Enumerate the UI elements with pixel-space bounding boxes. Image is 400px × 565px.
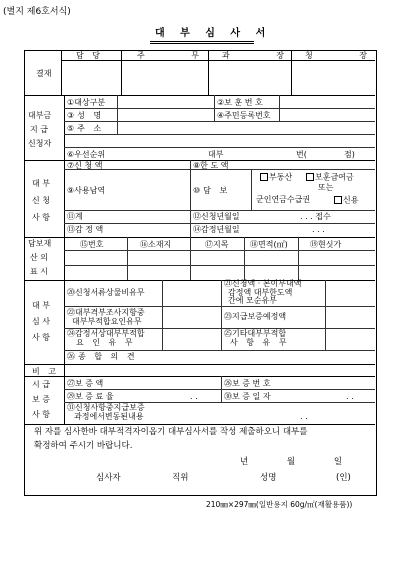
field-other-2: 사 항 유 무 — [230, 338, 290, 347]
request-label-2: 신 청 — [32, 196, 50, 205]
field-purpose: ⑨사용남역 — [67, 186, 106, 195]
title-underline-2 — [150, 43, 254, 44]
approval-col-director: 청 장 — [305, 51, 389, 60]
position-label: 직위 — [172, 473, 189, 483]
opt-real-estate[interactable] — [260, 173, 292, 182]
form-title: 대 부 심 사 서 — [155, 28, 272, 39]
review-label-1: 대 부 — [32, 301, 50, 310]
col-land-type: ⑰지목 — [205, 240, 229, 249]
field-guarantee-no: ㉘보 증 번 호 — [224, 379, 271, 388]
approval-col-chief: 주 무 — [137, 51, 221, 60]
collateral-label-1: 담보재 — [28, 239, 52, 248]
guarantee-label-1: 시 급 — [32, 380, 50, 389]
field-other-1: ㉕기타대부부적합 — [224, 329, 287, 338]
seal-label: (인) — [336, 473, 351, 483]
field-apply-date: ⑫신청년월일 — [193, 212, 240, 221]
field-pension-no: ②보 훈 번 호 — [217, 98, 263, 107]
field-memo-1: ㉑신청액 · 본이부대액 — [224, 279, 302, 288]
field-limit: ⑧한 도 액 — [193, 161, 229, 170]
field-fee: ㉙보 증 료 율 — [67, 392, 114, 401]
opt-pension[interactable] — [306, 173, 354, 182]
field-request-dots: . . — [300, 412, 308, 421]
request-label-1: 대 부 — [32, 179, 50, 188]
title-underline — [150, 41, 254, 42]
field-request-2: 과정에서변동된내용 — [74, 412, 144, 421]
field-memo-2: 감정액 대부한도액 — [228, 288, 293, 297]
review-label-3: 사 항 — [32, 333, 50, 342]
field-memo-3: 간에 모순유부 — [228, 296, 277, 305]
declaration-date: 년 월 일 — [240, 457, 361, 467]
field-appraise-date: ⑭감정년월일 — [193, 225, 240, 234]
field-applied-amount: ⑦신 청 액 — [67, 161, 103, 170]
field-loan-num-end: 점) — [344, 150, 355, 159]
field-loan-label: 대부 — [208, 150, 224, 159]
field-guarantee-date: ㉚보 증 일 자 — [224, 392, 271, 401]
paper-spec: 210㎜×297㎜(일반용지 60g/㎡(재활용품)) — [206, 500, 353, 509]
field-apply-date-suffix: . . . 접수 — [300, 212, 331, 221]
field-total: ⑪계 — [67, 212, 83, 221]
declaration-line-2: 확정하여 주시기 바랍니다. — [34, 441, 133, 451]
checkbox-icon — [334, 196, 342, 204]
remark-label: 비 고 — [32, 367, 59, 376]
applicant-label-1: 대부금 — [28, 111, 52, 120]
signature-label: 성명 — [260, 473, 277, 483]
opt-pension-label: 보훈급여금 — [315, 172, 354, 182]
field-benefit: ㉓지급보증예정액 — [224, 312, 287, 321]
opt-credit-label: 신용 — [343, 195, 359, 205]
field-loan-cond-1: ㉒대부격부조사지항중 — [67, 308, 145, 317]
field-name: ③성 명 — [67, 111, 105, 120]
reviewer-label: 심사자 — [96, 473, 121, 483]
col-number: ⑮번호 — [80, 240, 104, 249]
applicant-label-3: 신청자 — [28, 139, 52, 148]
opt-or: 또는 — [318, 183, 334, 192]
approval-col-staff: 담 당 — [76, 51, 103, 60]
field-guarantee-date-dots: . . — [346, 392, 354, 401]
field-fee-dots: . . — [190, 392, 198, 401]
col-location: ⑯소재지 — [140, 240, 172, 249]
field-appraise-date-suffix: . . . — [312, 225, 325, 234]
field-loan-num: 번( — [296, 150, 307, 159]
checkbox-icon — [306, 173, 314, 181]
collateral-label-3: 표 시 — [30, 267, 48, 276]
applicant-label-2: 지 급 — [30, 125, 48, 134]
field-rrn: ④주민등록번호 — [217, 111, 271, 120]
approval-col-manager: 과 장 — [222, 51, 306, 60]
form-number: (별지 제6호서식) — [3, 7, 71, 17]
field-loan-cond-2: 대부부적합요인유무 — [72, 317, 142, 326]
field-amount: ㉗보 증 액 — [67, 379, 104, 388]
field-appraise-2: 요 인 유 무 — [76, 338, 136, 347]
field-overall: ㉖종 합 의 견 — [67, 352, 138, 361]
field-appraise-1: ㉔감정서상대부부적합 — [67, 329, 145, 338]
review-label-2: 심 사 — [32, 317, 50, 326]
guarantee-label-3: 사 항 — [32, 410, 50, 419]
field-reduced: ⑬감 정 액 — [67, 225, 104, 234]
declaration-line-1: 위 자를 심사한바 대부적격자이옵기 대부심사서를 작성 제출하오니 대부를 — [34, 427, 308, 437]
field-collateral: ⑩담 보 — [193, 186, 231, 195]
field-request-1: ㉛신청사항중지급보증 — [67, 403, 145, 412]
opt-real-estate-label: 부동산 — [269, 172, 293, 182]
col-current-price: ⑲현싯가 — [310, 240, 342, 249]
opt-credit[interactable] — [334, 196, 358, 205]
col-area: ⑱면적(㎡) — [250, 240, 288, 249]
field-address: ⑤주 소 — [67, 124, 105, 133]
opt-military: 군인연금수급권 — [256, 195, 311, 204]
collateral-label-2: 산 의 — [30, 253, 48, 262]
checkbox-icon — [260, 173, 268, 181]
field-bank: ⑥우선순위 — [67, 150, 106, 159]
field-docs: ⑳신청서류상물비유무 — [67, 288, 145, 297]
request-label-3: 사 항 — [32, 213, 50, 222]
guarantee-label-2: 보 증 — [32, 395, 50, 404]
field-recipient-type: ①대상구분 — [67, 98, 106, 107]
approval-label: 결재 — [36, 69, 52, 78]
